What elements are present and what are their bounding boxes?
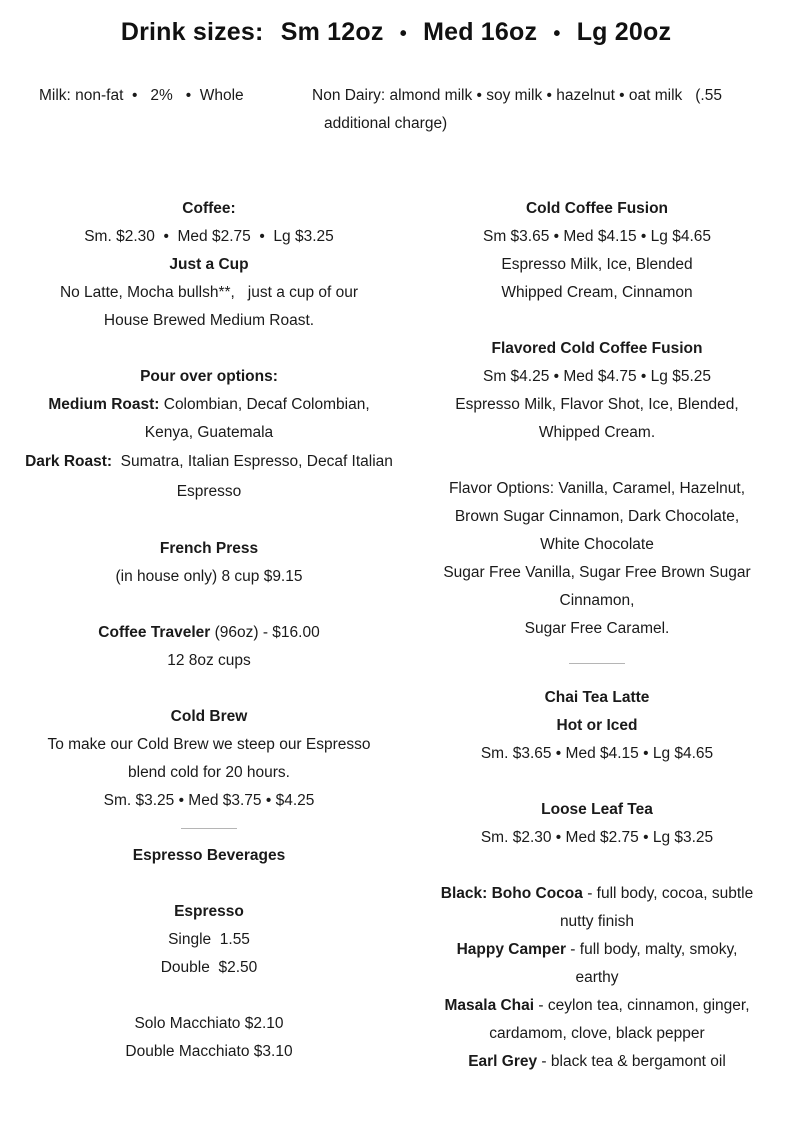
loose-leaf-title: Loose Leaf Tea [541,801,653,818]
flavor-options: Cinnamon, [559,592,635,609]
tea-camper-line [432,936,762,964]
coffee-traveler-price: (96oz) - $16.00 [210,624,320,641]
chai-latte-subtitle: Hot or Iced [556,717,638,734]
coffee-traveler-title: Coffee Traveler [98,624,211,641]
dark-roast-list: Sumatra, Italian Espresso, Decaf Italian [112,453,393,470]
cold-brew-desc: blend cold for 20 hours. [128,764,290,781]
chai-latte-prices: Sm. $3.65 • Med $4.15 • Lg $4.65 [480,745,714,762]
coffee-traveler-line [20,619,398,647]
flavor-options: Sugar Free Caramel. [524,620,670,637]
cold-brew-title: Cold Brew [170,708,248,725]
flavor-options: Flavor Options: Vanilla, Caramel, Hazelnut, [448,480,746,497]
size-separator: • [399,23,407,45]
tea-black-desc-cont: nutty finish [559,913,635,930]
tea-earl-label: Earl Grey [468,1053,538,1070]
solo-macchiato: Solo Macchiato $2.10 [134,1015,284,1032]
dark-roast-label: Dark Roast: [25,453,113,470]
cold-brew-desc: To make our Cold Brew we steep our Espresso [47,736,371,753]
coffee-prices: Sm. $2.30 • Med $2.75 • Lg $3.25 [84,228,334,245]
tea-camper-desc-cont: earthy [575,969,619,986]
tea-black-line [432,880,762,908]
tea-masala-label: Masala Chai [444,997,535,1014]
flavor-options: White Chocolate [540,536,654,553]
flavor-options: Brown Sugar Cinnamon, Dark Chocolate, [454,508,740,525]
cold-brew-prices: Sm. $3.25 • Med $3.75 • $4.25 [103,792,315,809]
cold-coffee-fusion-desc: Espresso Milk, Ice, Blended [501,256,693,273]
tea-earl-desc: - black tea & bergamont oil [537,1053,726,1070]
dark-roast-list-cont: Espresso [176,483,242,500]
left-menu-column [20,195,398,1066]
tea-earl-line [432,1048,762,1076]
non-dairy-options [312,85,762,138]
espresso-single: Single 1.55 [168,931,250,948]
pour-over-title: Pour over options: [140,368,278,385]
chai-latte-title: Chai Tea Latte [544,689,650,706]
just-a-cup-desc: House Brewed Medium Roast. [103,312,315,329]
medium-roast-label: Medium Roast: [48,396,160,413]
cold-coffee-fusion-title: Cold Coffee Fusion [525,200,669,217]
tea-black-label: Black: Boho Cocoa [440,885,583,902]
espresso-beverages-title: Espresso Beverages [132,847,286,864]
just-a-cup-title: Just a Cup [169,256,249,273]
tea-masala-desc-cont: cardamom, clove, black pepper [489,1025,705,1042]
flavored-fusion-title: Flavored Cold Coffee Fusion [491,340,703,357]
medium-roast-line [20,391,398,419]
non-dairy-line: Non Dairy: almond milk • soy milk • hazelnut • oat milk (.55 [312,87,722,104]
size-large: Lg 20oz [576,18,672,46]
french-press-desc: (in house only) 8 cup $9.15 [115,568,303,585]
flavored-fusion-desc: Espresso Milk, Flavor Shot, Ice, Blended, [455,396,739,413]
dark-roast-line [20,447,398,477]
section-divider [181,828,237,829]
flavor-options: Sugar Free Vanilla, Sugar Free Brown Sugar [443,564,751,581]
coffee-traveler-desc: 12 8oz cups [167,652,251,669]
section-divider [569,663,625,664]
french-press-title: French Press [159,540,259,557]
tea-camper-desc: - full body, malty, smoky, [566,941,738,958]
drink-sizes-label: Drink sizes: [120,18,264,46]
espresso-double: Double $2.50 [160,959,258,976]
medium-roast-list-cont: Kenya, Guatemala [144,424,274,441]
size-separator: • [553,23,561,45]
tea-masala-line [432,992,762,1020]
espresso-title: Espresso [174,903,244,920]
right-menu-column [432,195,762,1076]
non-dairy-charge: additional charge) [324,115,448,132]
milk-options: Milk: non-fat • 2% • Whole [39,87,244,104]
cold-coffee-fusion-desc: Whipped Cream, Cinnamon [501,284,693,301]
just-a-cup-desc: No Latte, Mocha bullsh**, just a cup of our [59,284,359,301]
tea-masala-desc: - ceylon tea, cinnamon, ginger, [534,997,750,1014]
loose-leaf-prices: Sm. $2.30 • Med $2.75 • Lg $3.25 [480,829,714,846]
flavored-fusion-desc: Whipped Cream. [538,424,656,441]
tea-camper-label: Happy Camper [456,941,566,958]
coffee-title: Coffee: [182,200,236,217]
size-small: Sm 12oz [280,18,384,46]
size-medium: Med 16oz [423,18,538,46]
drink-sizes-heading [0,18,785,47]
flavored-fusion-prices: Sm $4.25 • Med $4.75 • Lg $5.25 [482,368,711,385]
medium-roast-list: Colombian, Decaf Colombian, [159,396,370,413]
double-macchiato: Double Macchiato $3.10 [125,1043,293,1060]
tea-black-desc: - full body, cocoa, subtle [582,885,754,902]
cold-coffee-fusion-prices: Sm $3.65 • Med $4.15 • Lg $4.65 [482,228,711,245]
